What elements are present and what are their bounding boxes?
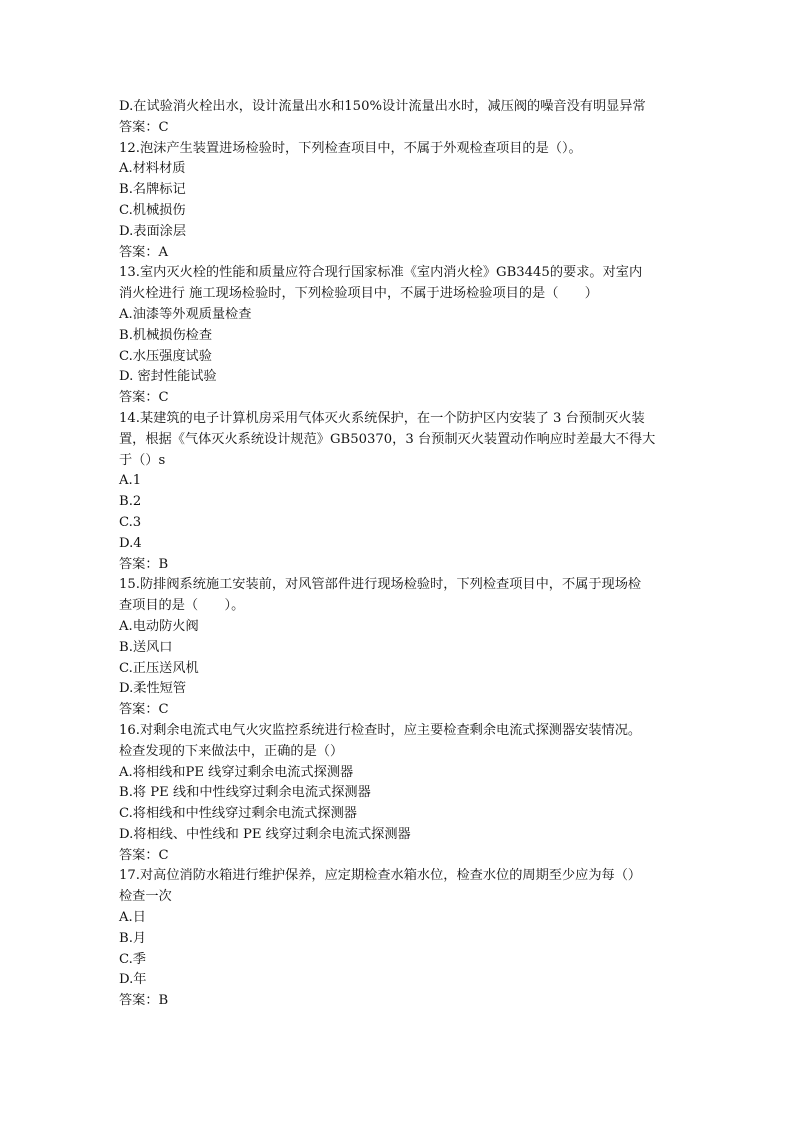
q16-question-line1: 16.对剩余电流式电气火灾监控系统进行检查时，应主要检查剩余电流式探测器安装情况。 — [119, 722, 642, 738]
q11-option-d: D.在试验消火栓出水，设计流量出水和150%设计流量出水时，减压阀的噪音没有明显异常 — [119, 99, 646, 114]
q17-answer: 答案：B — [119, 993, 169, 1009]
q14-option-a: A.1 — [119, 473, 142, 489]
document-page — [119, 97, 679, 1012]
q16-option-c: C.将相线和中性线穿过剩余电流式探测器 — [119, 806, 357, 822]
q13-question-line2: 消火栓进行 施工现场检验时，下列检验项目中，不属于进场检验项目的是（ ） — [119, 286, 598, 302]
q17-option-b: B.月 — [119, 930, 147, 946]
q14-question-line1: 14.某建筑的电子计算机房采用气体灭火系统保护，在一个防护区内安装了 3 台预制灭火装 — [119, 410, 645, 426]
q15-question-line1: 15.防排阀系统施工安装前，对风管部件进行现场检验时，下列检查项目中，不属于现场检 — [119, 577, 642, 593]
q16-answer: 答案：C — [119, 847, 169, 863]
q13-question-line1: 13.室内灭火栓的性能和质量应符合现行国家标准《室内消火栓》GB3445的要求。对室内 — [119, 265, 643, 281]
q12-option-a: A.材料材质 — [119, 161, 186, 177]
q15-option-b: B.送风口 — [119, 639, 173, 655]
q13-option-d: D. 密封性能试验 — [119, 369, 217, 385]
q15-option-a: A.电动防火阀 — [119, 618, 199, 634]
q12-option-b: B.名牌标记 — [119, 182, 186, 198]
q14-option-b: B.2 — [119, 494, 142, 510]
q15-option-d: D.柔性短管 — [119, 681, 187, 697]
q15-option-c: C.正压送风机 — [119, 660, 199, 676]
q12-option-d: D.表面涂层 — [119, 223, 187, 239]
q12-option-c: C.机械损伤 — [119, 202, 186, 218]
q13-option-c: C.水压强度试验 — [119, 348, 212, 364]
q14-option-d: D.4 — [119, 535, 142, 551]
q16-option-a: A.将相线和PE 线穿过剩余电流式探测器 — [119, 764, 354, 780]
q12-answer: 答案：A — [119, 244, 169, 260]
q13-answer: 答案：C — [119, 390, 169, 406]
q17-option-a: A.日 — [119, 910, 146, 926]
q15-answer: 答案：C — [119, 702, 169, 718]
q13-option-b: B.机械损伤检查 — [119, 327, 213, 343]
q16-option-b: B.将 PE 线和中性线穿过剩余电流式探测器 — [119, 785, 371, 801]
q17-option-d: D.年 — [119, 972, 147, 988]
q14-answer: 答案：B — [119, 556, 169, 572]
q17-question-line1: 17.对高位消防水箱进行维护保养，应定期检查水箱水位，检查水位的周期至少应为每（） — [119, 868, 642, 884]
q17-option-c: C.季 — [119, 951, 146, 967]
q11-answer: 答案：C — [119, 119, 169, 135]
q17-question-line2: 检查一次 — [119, 889, 172, 905]
q16-question-line2: 检查发现的下来做法中，正确的是（） — [119, 743, 344, 759]
q13-option-a: A.油漆等外观质量检查 — [119, 306, 252, 322]
q14-option-c: C.3 — [119, 514, 142, 530]
q14-question-line3: 于（）s — [119, 452, 166, 468]
q15-question-line2: 查项目的是（ ）。 — [119, 598, 245, 614]
q14-question-line2: 置，根据《气体灭火系统设计规范》GB50370，3 台预制灭火装置动作响应时差最大不得大 — [119, 431, 656, 447]
q12-question: 12.泡沫产生装置进场检验时，下列检查项目中，不属于外观检查项目的是（）。 — [119, 140, 582, 156]
q16-option-d: D.将相线、中性线和 PE 线穿过剩余电流式探测器 — [119, 826, 411, 842]
